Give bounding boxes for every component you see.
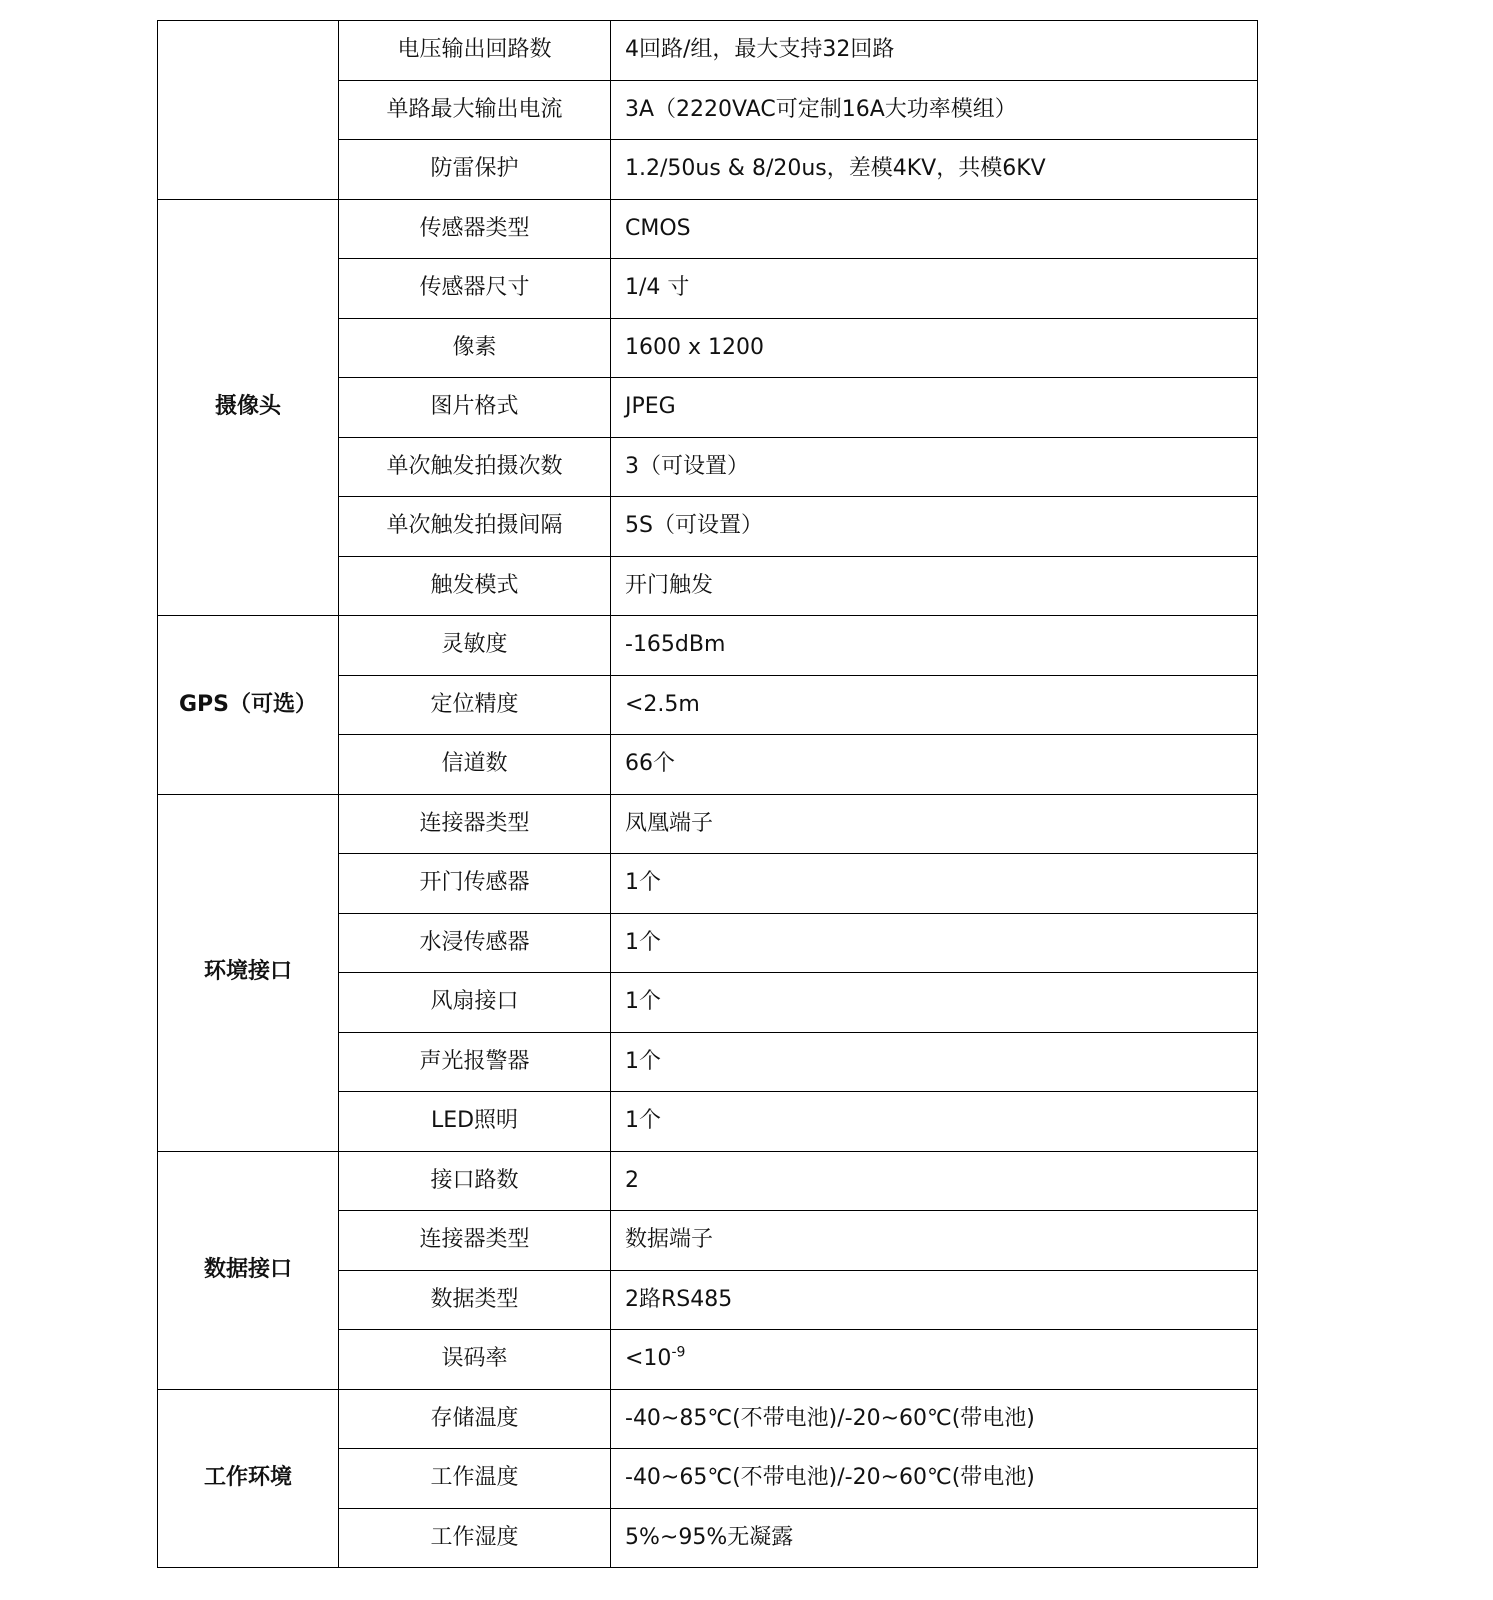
param-name: 数据类型 <box>339 1270 611 1330</box>
param-value: 4回路/组，最大支持32回路 <box>611 21 1258 81</box>
param-name: 图片格式 <box>339 378 611 438</box>
param-name: 防雷保护 <box>339 140 611 200</box>
param-name: 连接器类型 <box>339 1211 611 1271</box>
group-label-gps: GPS（可选） <box>158 616 339 795</box>
bit-error-rate-base: <10 <box>625 1346 672 1372</box>
param-name: 传感器类型 <box>339 199 611 259</box>
param-name: 灵敏度 <box>339 616 611 676</box>
group-label-working-environment: 工作环境 <box>158 1389 339 1568</box>
table-row <box>158 199 1258 259</box>
param-name: 存储温度 <box>339 1389 611 1449</box>
param-value: 66个 <box>611 735 1258 795</box>
param-value: 1个 <box>611 913 1258 973</box>
table-row <box>158 21 1258 81</box>
table-row <box>158 1151 1258 1211</box>
param-name: 水浸传感器 <box>339 913 611 973</box>
param-value: CMOS <box>611 199 1258 259</box>
param-value: -40~85℃(不带电池)/-20~60℃(带电池) <box>611 1389 1258 1449</box>
spec-table <box>157 20 1258 1568</box>
param-name: 定位精度 <box>339 675 611 735</box>
param-name: 声光报警器 <box>339 1032 611 1092</box>
param-value: 1个 <box>611 854 1258 914</box>
table-row <box>158 616 1258 676</box>
group-label-camera: 摄像头 <box>158 199 339 616</box>
param-name: 传感器尺寸 <box>339 259 611 319</box>
param-name: 工作温度 <box>339 1449 611 1509</box>
param-value: -40~65℃(不带电池)/-20~60℃(带电池) <box>611 1449 1258 1509</box>
param-name: 误码率 <box>339 1330 611 1390</box>
param-value: 1600 x 1200 <box>611 318 1258 378</box>
param-value: 1/4 寸 <box>611 259 1258 319</box>
param-name: 开门传感器 <box>339 854 611 914</box>
param-value: 2路RS485 <box>611 1270 1258 1330</box>
group-label-data-interface: 数据接口 <box>158 1151 339 1389</box>
group-label-environment: 环境接口 <box>158 794 339 1151</box>
param-value: 1.2/50us & 8/20us，差模4KV，共模6KV <box>611 140 1258 200</box>
param-name: 触发模式 <box>339 556 611 616</box>
group-label-power <box>158 21 339 200</box>
param-name: 单次触发拍摄间隔 <box>339 497 611 557</box>
param-name: 像素 <box>339 318 611 378</box>
param-name: 风扇接口 <box>339 973 611 1033</box>
bit-error-rate-exponent: -9 <box>671 1344 686 1361</box>
param-name: 信道数 <box>339 735 611 795</box>
param-name: 连接器类型 <box>339 794 611 854</box>
param-value: 5S（可设置） <box>611 497 1258 557</box>
param-value: 3（可设置） <box>611 437 1258 497</box>
param-value: 2 <box>611 1151 1258 1211</box>
param-value: <2.5m <box>611 675 1258 735</box>
param-name: 工作湿度 <box>339 1508 611 1568</box>
param-name: LED照明 <box>339 1092 611 1152</box>
param-value: 1个 <box>611 1032 1258 1092</box>
param-value: -165dBm <box>611 616 1258 676</box>
param-value: 3A（2220VAC可定制16A大功率模组） <box>611 80 1258 140</box>
param-name: 接口路数 <box>339 1151 611 1211</box>
param-value: 1个 <box>611 1092 1258 1152</box>
param-name: 单路最大输出电流 <box>339 80 611 140</box>
param-name: 电压输出回路数 <box>339 21 611 81</box>
param-value: 5%~95%无凝露 <box>611 1508 1258 1568</box>
param-value: JPEG <box>611 378 1258 438</box>
param-value: 开门触发 <box>611 556 1258 616</box>
param-name: 单次触发拍摄次数 <box>339 437 611 497</box>
param-value: 数据端子 <box>611 1211 1258 1271</box>
param-value: 1个 <box>611 973 1258 1033</box>
table-row <box>158 794 1258 854</box>
param-value: 凤凰端子 <box>611 794 1258 854</box>
table-row <box>158 1389 1258 1449</box>
param-value-bit-error-rate <box>611 1330 1258 1390</box>
